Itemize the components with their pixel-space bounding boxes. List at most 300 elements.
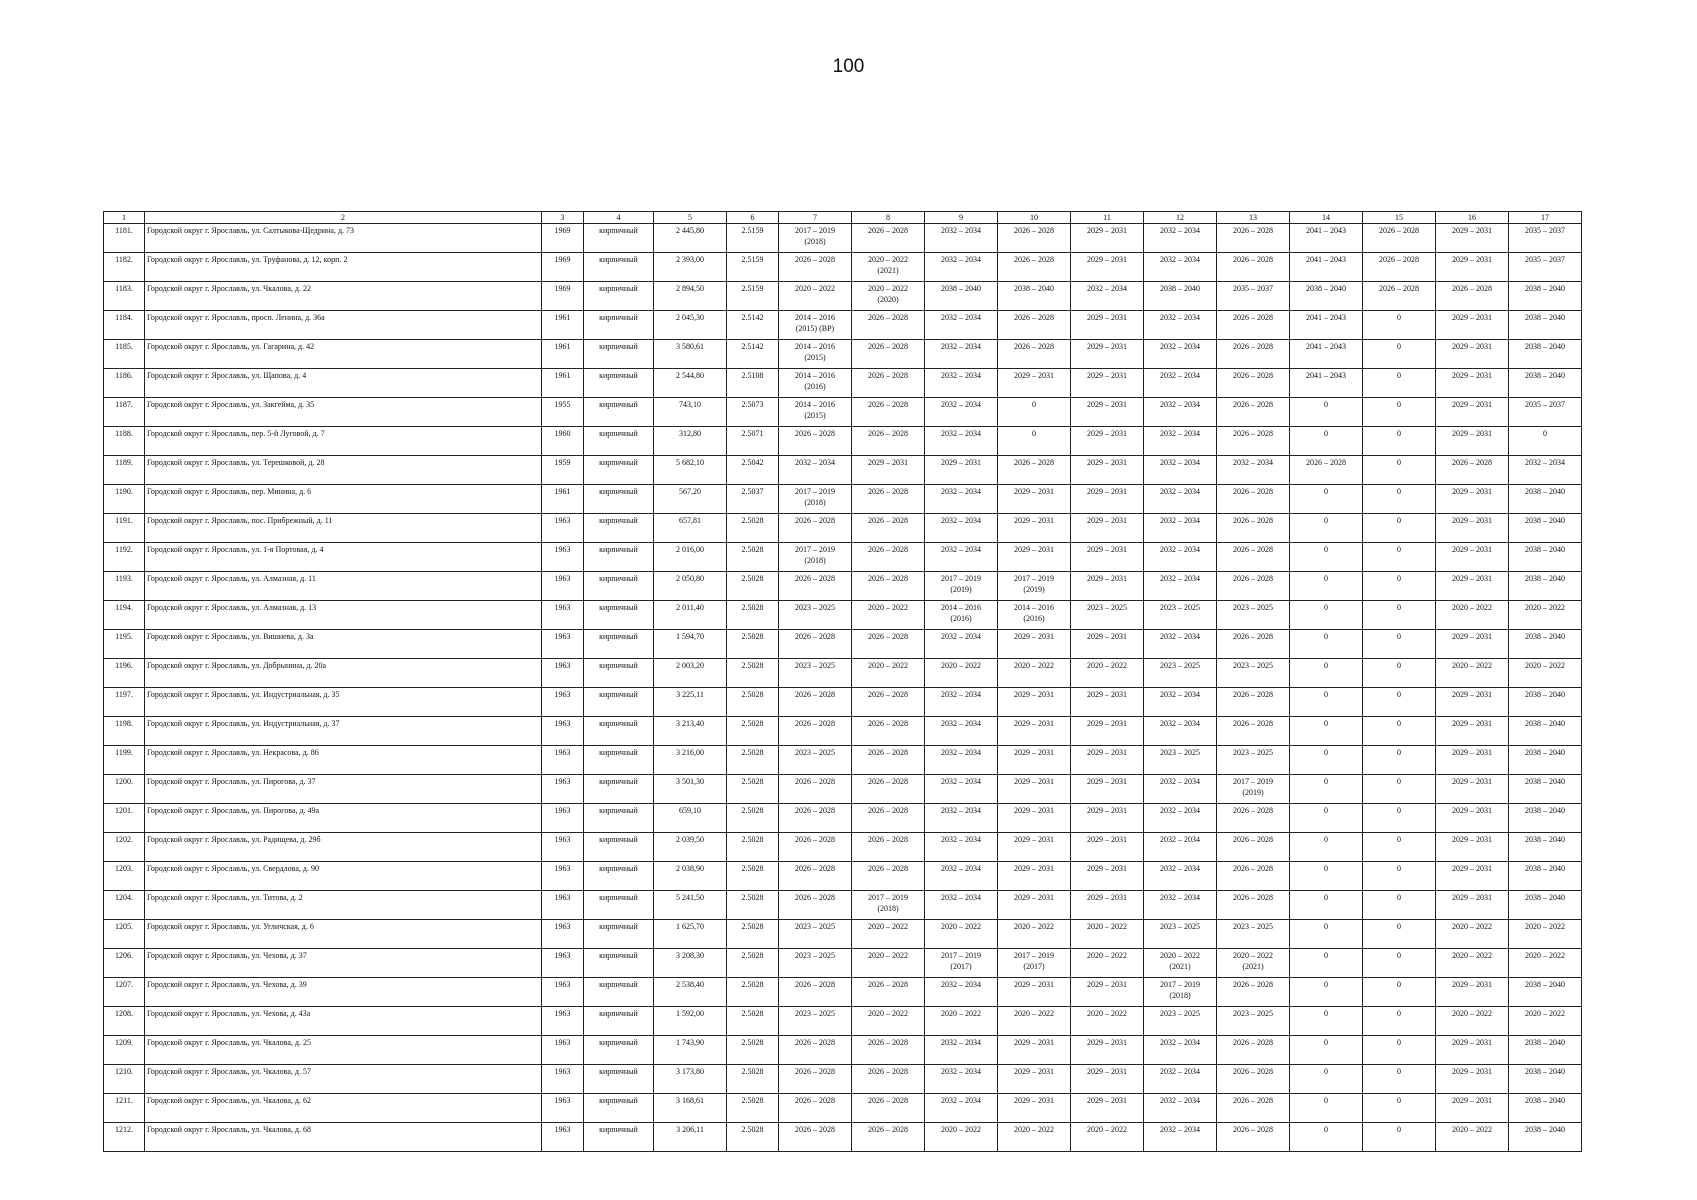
column-header-9: 9 bbox=[925, 212, 998, 224]
table-cell: 2020 – 2022 bbox=[1436, 1123, 1509, 1152]
column-header-6: 6 bbox=[727, 212, 779, 224]
table-row bbox=[104, 601, 1582, 630]
table-cell: 2029 – 2031 bbox=[1436, 1065, 1509, 1094]
table-cell: 2026 – 2028 bbox=[852, 514, 925, 543]
table-cell: 0 bbox=[1290, 833, 1363, 862]
address-cell: Городской округ г. Ярославль, ул. Титова, д. 2 bbox=[145, 891, 542, 920]
table-row bbox=[104, 833, 1582, 862]
table-cell: 659,10 bbox=[654, 804, 727, 833]
table-cell: 1963 bbox=[542, 804, 584, 833]
table-cell: 2026 – 2028 bbox=[779, 1123, 852, 1152]
table-cell: 2026 – 2028 bbox=[852, 775, 925, 804]
table-cell: 2029 – 2031 bbox=[998, 688, 1071, 717]
table-cell: 2020 – 2022 bbox=[1436, 1007, 1509, 1036]
table-cell: 2029 – 2031 bbox=[1436, 804, 1509, 833]
table-cell: 2020 – 2022 bbox=[1509, 659, 1582, 688]
table-row bbox=[104, 775, 1582, 804]
table-cell: 2029 – 2031 bbox=[1071, 427, 1144, 456]
table-row bbox=[104, 1094, 1582, 1123]
table-cell: 0 bbox=[1363, 1036, 1436, 1065]
table-cell: 0 bbox=[1363, 659, 1436, 688]
table-cell: 2026 – 2028 bbox=[852, 1065, 925, 1094]
table-cell: 2026 – 2028 bbox=[779, 688, 852, 717]
table-row bbox=[104, 978, 1582, 1007]
table-row bbox=[104, 514, 1582, 543]
table-cell: 2032 – 2034 bbox=[1144, 514, 1217, 543]
table-cell: 0 bbox=[1363, 514, 1436, 543]
table-cell: 2.5159 bbox=[727, 253, 779, 282]
address-cell: Городской округ г. Ярославль, ул. Индустриальная, д. 35 bbox=[145, 688, 542, 717]
table-row bbox=[104, 398, 1582, 427]
table-cell: 2026 – 2028 bbox=[1217, 543, 1290, 572]
table-cell: 2026 – 2028 bbox=[852, 746, 925, 775]
table-cell: 1960 bbox=[542, 427, 584, 456]
table-cell: 2020 – 2022 bbox=[852, 659, 925, 688]
table-cell: 2 038,90 bbox=[654, 862, 727, 891]
table-cell: 1963 bbox=[542, 1036, 584, 1065]
table-cell: 2032 – 2034 bbox=[925, 369, 998, 398]
table-cell: 2026 – 2028 bbox=[1363, 282, 1436, 311]
table-cell: 1206. bbox=[104, 949, 145, 978]
table-cell: 2017 – 2019 (2019) bbox=[998, 572, 1071, 601]
table-row bbox=[104, 1036, 1582, 1065]
table-cell: 2023 – 2025 bbox=[779, 601, 852, 630]
table-cell: 2029 – 2031 bbox=[998, 1036, 1071, 1065]
table-cell: 2020 – 2022 bbox=[1071, 920, 1144, 949]
table-cell: 2029 – 2031 bbox=[998, 543, 1071, 572]
table-cell: 1 625,70 bbox=[654, 920, 727, 949]
table-row bbox=[104, 920, 1582, 949]
table-cell: 1963 bbox=[542, 543, 584, 572]
table-cell: 2029 – 2031 bbox=[1436, 311, 1509, 340]
address-cell: Городской округ г. Ярославль, ул. Труфанова, д. 12, корп. 2 bbox=[145, 253, 542, 282]
table-cell: 2026 – 2028 bbox=[852, 543, 925, 572]
table-cell: 0 bbox=[998, 427, 1071, 456]
table-row bbox=[104, 311, 1582, 340]
table-cell: 2029 – 2031 bbox=[1436, 717, 1509, 746]
table-cell: 5 682,10 bbox=[654, 456, 727, 485]
table-cell: 2020 – 2022 (2021) bbox=[1217, 949, 1290, 978]
table-cell: 2035 – 2037 bbox=[1509, 224, 1582, 253]
table-cell: 2020 – 2022 bbox=[852, 949, 925, 978]
table-cell: 2029 – 2031 bbox=[1436, 543, 1509, 572]
table-cell: 2038 – 2040 bbox=[1509, 804, 1582, 833]
table-cell: 0 bbox=[1290, 746, 1363, 775]
table-cell: 2029 – 2031 bbox=[1071, 398, 1144, 427]
table-cell: 2.5028 bbox=[727, 804, 779, 833]
table-cell: 0 bbox=[1290, 630, 1363, 659]
table-cell: 0 bbox=[1363, 456, 1436, 485]
table-cell: 2032 – 2034 bbox=[925, 978, 998, 1007]
table-cell: 2023 – 2025 bbox=[1217, 601, 1290, 630]
address-cell: Городской округ г. Ярославль, ул. Чехова, д. 43а bbox=[145, 1007, 542, 1036]
table-cell: 2032 – 2034 bbox=[1144, 1123, 1217, 1152]
table-cell: 2032 – 2034 bbox=[1144, 543, 1217, 572]
table-cell: 2032 – 2034 bbox=[1144, 775, 1217, 804]
table-cell: 2026 – 2028 bbox=[1363, 224, 1436, 253]
table-cell: 2017 – 2019 (2019) bbox=[925, 572, 998, 601]
table-cell: 2 045,30 bbox=[654, 311, 727, 340]
table-cell: 2026 – 2028 bbox=[1363, 253, 1436, 282]
table-cell: 2014 – 2016 (2015) bbox=[779, 340, 852, 369]
column-header-4: 4 bbox=[584, 212, 654, 224]
table-cell: 2.5028 bbox=[727, 543, 779, 572]
table-cell: 2029 – 2031 bbox=[1071, 1065, 1144, 1094]
table-cell: 2026 – 2028 bbox=[1217, 833, 1290, 862]
address-cell: Городской округ г. Ярославль, ул. Чкалова, д. 25 bbox=[145, 1036, 542, 1065]
table-cell: 0 bbox=[1363, 891, 1436, 920]
table-cell: 2029 – 2031 bbox=[1436, 688, 1509, 717]
table-cell: 1963 bbox=[542, 1094, 584, 1123]
table-cell: 2026 – 2028 bbox=[779, 891, 852, 920]
table-row bbox=[104, 804, 1582, 833]
table-cell: 2029 – 2031 bbox=[1436, 224, 1509, 253]
table-cell: 0 bbox=[1509, 427, 1582, 456]
address-cell: Городской округ г. Ярославль, пос. Прибрежный, д. 11 bbox=[145, 514, 542, 543]
table-cell: 2026 – 2028 bbox=[1217, 688, 1290, 717]
table-cell: 0 bbox=[1363, 1094, 1436, 1123]
table-cell: 2026 – 2028 bbox=[1217, 978, 1290, 1007]
address-cell: Городской округ г. Ярославль, просп. Ленина, д. 36а bbox=[145, 311, 542, 340]
table-cell: 1202. bbox=[104, 833, 145, 862]
address-cell: Городской округ г. Ярославль, ул. Пирогова, д. 49а bbox=[145, 804, 542, 833]
table-cell: 2026 – 2028 bbox=[779, 833, 852, 862]
table-cell: 3 580,61 bbox=[654, 340, 727, 369]
table-cell: 2038 – 2040 bbox=[1509, 630, 1582, 659]
table-cell: 0 bbox=[1363, 572, 1436, 601]
table-cell: 2032 – 2034 bbox=[925, 746, 998, 775]
table-cell: 2032 – 2034 bbox=[1144, 224, 1217, 253]
table-cell: 2023 – 2025 bbox=[779, 949, 852, 978]
table-cell: 0 bbox=[1363, 949, 1436, 978]
table-cell: 2020 – 2022 bbox=[998, 659, 1071, 688]
table-cell: 2.5159 bbox=[727, 282, 779, 311]
table-cell: 2 011,40 bbox=[654, 601, 727, 630]
table-row bbox=[104, 572, 1582, 601]
table-cell: 2032 – 2034 bbox=[1144, 456, 1217, 485]
table-cell: 0 bbox=[1363, 804, 1436, 833]
column-header-10: 10 bbox=[998, 212, 1071, 224]
table-cell: кирпичный bbox=[584, 224, 654, 253]
table-cell: 2 016,00 bbox=[654, 543, 727, 572]
table-cell: 2032 – 2034 bbox=[1144, 804, 1217, 833]
table-cell: 2029 – 2031 bbox=[1071, 456, 1144, 485]
table-cell: 1963 bbox=[542, 601, 584, 630]
table-cell: 2023 – 2025 bbox=[779, 920, 852, 949]
table-cell: 1959 bbox=[542, 456, 584, 485]
table-cell: 0 bbox=[1363, 311, 1436, 340]
table-cell: 2038 – 2040 bbox=[1509, 543, 1582, 572]
table-row bbox=[104, 891, 1582, 920]
table-cell: 2038 – 2040 bbox=[1509, 1123, 1582, 1152]
table-cell: 2032 – 2034 bbox=[925, 1094, 998, 1123]
table-cell: 2026 – 2028 bbox=[779, 1036, 852, 1065]
table-cell: 2026 – 2028 bbox=[852, 340, 925, 369]
table-cell: 2041 – 2043 bbox=[1290, 224, 1363, 253]
table-row bbox=[104, 456, 1582, 485]
table-cell: 2026 – 2028 bbox=[779, 717, 852, 746]
table-cell: 2041 – 2043 bbox=[1290, 340, 1363, 369]
table-cell: 2014 – 2016 (2016) bbox=[925, 601, 998, 630]
table-cell: 2032 – 2034 bbox=[1144, 1036, 1217, 1065]
table-cell: 2029 – 2031 bbox=[1436, 340, 1509, 369]
table-cell: 0 bbox=[1290, 485, 1363, 514]
table-cell: 2020 – 2022 bbox=[1071, 1007, 1144, 1036]
table-cell: 2.5073 bbox=[727, 398, 779, 427]
table-cell: кирпичный bbox=[584, 659, 654, 688]
table-cell: кирпичный bbox=[584, 572, 654, 601]
table-cell: 2023 – 2025 bbox=[1144, 1007, 1217, 1036]
table-cell: 1963 bbox=[542, 514, 584, 543]
table-cell: 2020 – 2022 bbox=[1509, 601, 1582, 630]
table-cell: 0 bbox=[1363, 1065, 1436, 1094]
table-cell: 2026 – 2028 bbox=[852, 630, 925, 659]
table-row bbox=[104, 717, 1582, 746]
table-cell: 0 bbox=[1290, 659, 1363, 688]
table-cell: 743,10 bbox=[654, 398, 727, 427]
table-cell: 2023 – 2025 bbox=[1217, 920, 1290, 949]
table-cell: 0 bbox=[1363, 920, 1436, 949]
table-cell: 2026 – 2028 bbox=[852, 398, 925, 427]
column-header-14: 14 bbox=[1290, 212, 1363, 224]
table-cell: 0 bbox=[1363, 369, 1436, 398]
table-cell: 1961 bbox=[542, 311, 584, 340]
table-cell: 2.5028 bbox=[727, 833, 779, 862]
table-cell: 2023 – 2025 bbox=[1217, 746, 1290, 775]
column-header-1: 1 bbox=[104, 212, 145, 224]
table-cell: 2029 – 2031 bbox=[998, 978, 1071, 1007]
table-cell: 1963 bbox=[542, 1065, 584, 1094]
table-cell: кирпичный bbox=[584, 369, 654, 398]
column-header-15: 15 bbox=[1363, 212, 1436, 224]
table-cell: 2020 – 2022 bbox=[925, 1123, 998, 1152]
table-cell: 1199. bbox=[104, 746, 145, 775]
table-cell: 2029 – 2031 bbox=[1436, 746, 1509, 775]
table-cell: 1963 bbox=[542, 1007, 584, 1036]
table-cell: 2020 – 2022 bbox=[779, 282, 852, 311]
table-cell: 0 bbox=[1363, 1123, 1436, 1152]
table-cell: 2014 – 2016 (2015) (ВР) bbox=[779, 311, 852, 340]
table-cell: 2 445,80 bbox=[654, 224, 727, 253]
table-cell: 3 501,30 bbox=[654, 775, 727, 804]
column-number-row bbox=[104, 212, 1582, 224]
table-cell: 2032 – 2034 bbox=[925, 1065, 998, 1094]
table-cell: 2038 – 2040 bbox=[1509, 833, 1582, 862]
table-cell: 2038 – 2040 bbox=[1509, 1065, 1582, 1094]
table-cell: 0 bbox=[1290, 398, 1363, 427]
table-row bbox=[104, 369, 1582, 398]
table-cell: 2029 – 2031 bbox=[1436, 1094, 1509, 1123]
table-cell: 2029 – 2031 bbox=[998, 833, 1071, 862]
table-cell: 2032 – 2034 bbox=[1144, 427, 1217, 456]
table-cell: 2026 – 2028 bbox=[1290, 456, 1363, 485]
table-row bbox=[104, 659, 1582, 688]
table-cell: 2.5159 bbox=[727, 224, 779, 253]
table-cell: 2026 – 2028 bbox=[998, 456, 1071, 485]
table-cell: 2.5028 bbox=[727, 1094, 779, 1123]
table-cell: 2029 – 2031 bbox=[998, 1065, 1071, 1094]
table-cell: 2.5142 bbox=[727, 340, 779, 369]
table-cell: 2026 – 2028 bbox=[1217, 311, 1290, 340]
table-cell: 2017 – 2019 (2017) bbox=[925, 949, 998, 978]
table-cell: 1184. bbox=[104, 311, 145, 340]
table-cell: 0 bbox=[1290, 862, 1363, 891]
table-cell: 2.5028 bbox=[727, 659, 779, 688]
table-cell: 2026 – 2028 bbox=[1217, 514, 1290, 543]
table-cell: 2020 – 2022 (2021) bbox=[1144, 949, 1217, 978]
table-cell: 1961 bbox=[542, 485, 584, 514]
table-cell: 2032 – 2034 bbox=[1144, 630, 1217, 659]
table-cell: 1197. bbox=[104, 688, 145, 717]
table-cell: 2 003,20 bbox=[654, 659, 727, 688]
table-cell: 0 bbox=[998, 398, 1071, 427]
table-cell: 2032 – 2034 bbox=[1144, 253, 1217, 282]
address-cell: Городской округ г. Ярославль, ул. 1-я Портовая, д. 4 bbox=[145, 543, 542, 572]
table-cell: 2038 – 2040 bbox=[1509, 746, 1582, 775]
table-cell: 2029 – 2031 bbox=[1436, 398, 1509, 427]
table-cell: 2032 – 2034 bbox=[925, 224, 998, 253]
table-cell: 2 538,40 bbox=[654, 978, 727, 1007]
table-cell: кирпичный bbox=[584, 630, 654, 659]
table-cell: 1193. bbox=[104, 572, 145, 601]
table-cell: 0 bbox=[1290, 978, 1363, 1007]
table-cell: 1185. bbox=[104, 340, 145, 369]
table-cell: 0 bbox=[1363, 485, 1436, 514]
table-cell: 3 206,11 bbox=[654, 1123, 727, 1152]
table-cell: 2.5028 bbox=[727, 1065, 779, 1094]
table-cell: 1963 bbox=[542, 717, 584, 746]
table-cell: 2 039,50 bbox=[654, 833, 727, 862]
table-cell: 2020 – 2022 bbox=[852, 920, 925, 949]
table-row bbox=[104, 746, 1582, 775]
table-cell: 2026 – 2028 bbox=[1217, 862, 1290, 891]
address-cell: Городской округ г. Ярославль, ул. Пирогова, д. 37 bbox=[145, 775, 542, 804]
table-cell: 2029 – 2031 bbox=[1436, 630, 1509, 659]
table-cell: 2026 – 2028 bbox=[852, 311, 925, 340]
table-cell: 1211. bbox=[104, 1094, 145, 1123]
table-cell: 2032 – 2034 bbox=[925, 891, 998, 920]
table-cell: 0 bbox=[1290, 891, 1363, 920]
table-cell: 0 bbox=[1290, 688, 1363, 717]
table-cell: 0 bbox=[1363, 746, 1436, 775]
table-cell: 2020 – 2022 bbox=[1436, 601, 1509, 630]
table-cell: 2.5028 bbox=[727, 1123, 779, 1152]
table-cell: 1189. bbox=[104, 456, 145, 485]
table-cell: 1961 bbox=[542, 369, 584, 398]
table-cell: 2029 – 2031 bbox=[998, 369, 1071, 398]
table-cell: 2023 – 2025 bbox=[1144, 920, 1217, 949]
table-cell: 2017 – 2019 (2018) bbox=[779, 224, 852, 253]
table-cell: 2026 – 2028 bbox=[1217, 1065, 1290, 1094]
table-cell: 2032 – 2034 bbox=[925, 311, 998, 340]
table-cell: 2.5028 bbox=[727, 572, 779, 601]
table-cell: 2038 – 2040 bbox=[1509, 688, 1582, 717]
table-cell: 2026 – 2028 bbox=[1436, 282, 1509, 311]
table-cell: 2026 – 2028 bbox=[852, 862, 925, 891]
table-cell: 0 bbox=[1363, 601, 1436, 630]
table-cell: 2032 – 2034 bbox=[925, 398, 998, 427]
table-cell: 1963 bbox=[542, 630, 584, 659]
table-cell: 2023 – 2025 bbox=[779, 1007, 852, 1036]
table-cell: 2029 – 2031 bbox=[1071, 1036, 1144, 1065]
table-cell: 2026 – 2028 bbox=[852, 572, 925, 601]
table-cell: 2.5028 bbox=[727, 949, 779, 978]
table-cell: 2023 – 2025 bbox=[1217, 1007, 1290, 1036]
table-cell: 657,81 bbox=[654, 514, 727, 543]
table-cell: 1182. bbox=[104, 253, 145, 282]
table-cell: 2032 – 2034 bbox=[925, 688, 998, 717]
table-cell: 2035 – 2037 bbox=[1217, 282, 1290, 311]
table-row bbox=[104, 1123, 1582, 1152]
table-cell: 2026 – 2028 bbox=[998, 311, 1071, 340]
table-cell: 0 bbox=[1290, 543, 1363, 572]
table-cell: кирпичный bbox=[584, 862, 654, 891]
table-cell: 2032 – 2034 bbox=[925, 833, 998, 862]
table-cell: 1201. bbox=[104, 804, 145, 833]
table-cell: 2035 – 2037 bbox=[1509, 398, 1582, 427]
table-row bbox=[104, 282, 1582, 311]
table-cell: 2.5028 bbox=[727, 688, 779, 717]
address-cell: Городской округ г. Ярославль, ул. Чкалова, д. 62 bbox=[145, 1094, 542, 1123]
table-cell: 0 bbox=[1290, 804, 1363, 833]
table-cell: 2026 – 2028 bbox=[1217, 891, 1290, 920]
table-cell: 2023 – 2025 bbox=[1144, 601, 1217, 630]
table-cell: 1191. bbox=[104, 514, 145, 543]
address-cell: Городской округ г. Ярославль, ул. Терешковой, д. 28 bbox=[145, 456, 542, 485]
table-cell: 1188. bbox=[104, 427, 145, 456]
table-cell: 0 bbox=[1290, 601, 1363, 630]
table-cell: 2029 – 2031 bbox=[1071, 833, 1144, 862]
table-cell: 2029 – 2031 bbox=[1436, 369, 1509, 398]
table-cell: 2026 – 2028 bbox=[1217, 1123, 1290, 1152]
table-cell: 1209. bbox=[104, 1036, 145, 1065]
table-cell: 2026 – 2028 bbox=[779, 804, 852, 833]
table-cell: 0 bbox=[1363, 717, 1436, 746]
address-cell: Городской округ г. Ярославль, ул. Закгейма, д. 35 bbox=[145, 398, 542, 427]
table-cell: 1963 bbox=[542, 572, 584, 601]
table-cell: 2020 – 2022 bbox=[1436, 920, 1509, 949]
table-cell: 2029 – 2031 bbox=[1436, 485, 1509, 514]
table-cell: 2029 – 2031 bbox=[852, 456, 925, 485]
table-cell: 1963 bbox=[542, 775, 584, 804]
address-cell: Городской округ г. Ярославль, ул. Щапова, д. 4 bbox=[145, 369, 542, 398]
table-cell: 2.5028 bbox=[727, 1036, 779, 1065]
table-cell: 3 225,11 bbox=[654, 688, 727, 717]
table-cell: 2026 – 2028 bbox=[779, 1094, 852, 1123]
column-header-7: 7 bbox=[779, 212, 852, 224]
table-cell: кирпичный bbox=[584, 1094, 654, 1123]
table-cell: 1204. bbox=[104, 891, 145, 920]
table-cell: 1969 bbox=[542, 253, 584, 282]
table-cell: 2032 – 2034 bbox=[925, 543, 998, 572]
table-cell: 3 168,61 bbox=[654, 1094, 727, 1123]
table-cell: 2032 – 2034 bbox=[925, 253, 998, 282]
table-cell: 0 bbox=[1290, 1123, 1363, 1152]
table-cell: 2023 – 2025 bbox=[1071, 601, 1144, 630]
table-cell: 2029 – 2031 bbox=[1071, 369, 1144, 398]
table-cell: 2026 – 2028 bbox=[779, 630, 852, 659]
table-cell: 2038 – 2040 bbox=[1509, 282, 1582, 311]
table-cell: 3 213,40 bbox=[654, 717, 727, 746]
table-cell: 1963 bbox=[542, 833, 584, 862]
table-cell: 2014 – 2016 (2016) bbox=[779, 369, 852, 398]
table-cell: 3 216,00 bbox=[654, 746, 727, 775]
table-cell: 2023 – 2025 bbox=[1217, 659, 1290, 688]
table-cell: 2032 – 2034 bbox=[925, 804, 998, 833]
page-number: 100 bbox=[832, 56, 865, 77]
table-cell: 2020 – 2022 bbox=[998, 1007, 1071, 1036]
table-cell: кирпичный bbox=[584, 920, 654, 949]
